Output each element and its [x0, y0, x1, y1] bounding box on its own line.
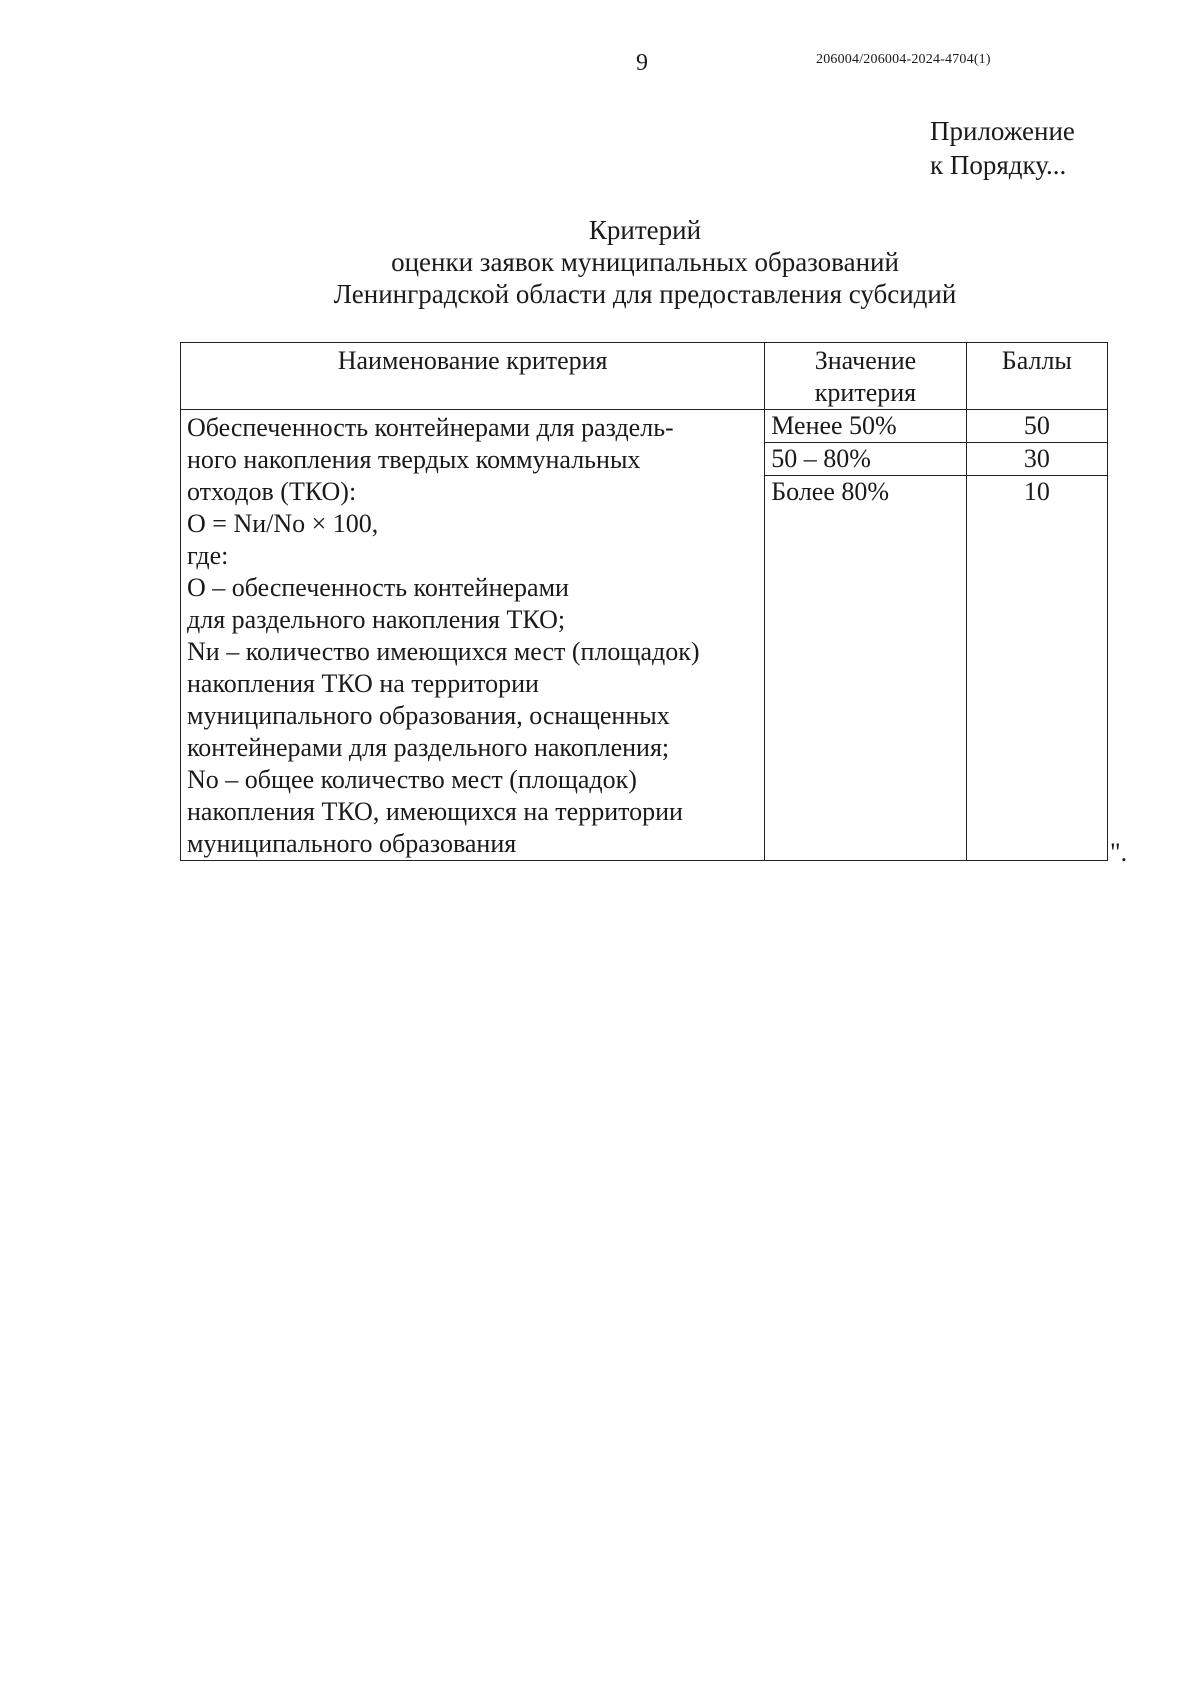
criterion-line: отходов (ТКО): — [187, 477, 357, 506]
criterion-line: накопления ТКО, имеющихся на территории — [187, 797, 683, 826]
document-id: 206004/206004-2024-4704(1) — [816, 52, 991, 67]
criterion-formula: О = Nи/No × 100, — [187, 509, 379, 538]
criterion-line: No – общее количество мест (площадок) — [187, 765, 637, 794]
criterion-line: О – обеспеченность контейнерами — [187, 573, 569, 602]
appendix-line-2: к Порядку... — [930, 150, 1067, 180]
points-cell: 10 — [966, 476, 1107, 861]
criterion-line: Nи – количество имеющихся мест (площадок) — [187, 637, 700, 666]
table-row — [181, 410, 1108, 443]
points-cell: 30 — [966, 443, 1107, 476]
appendix-line-1: Приложение — [930, 116, 1075, 146]
table-header-row — [181, 343, 1108, 410]
header-criterion-name: Наименование критерия — [181, 343, 765, 410]
criterion-value-cell: Менее 50% — [765, 410, 966, 443]
criteria-table — [180, 342, 1108, 861]
criterion-value-cell: 50 – 80% — [765, 443, 966, 476]
criterion-line: контейнерами для раздельного накопления; — [187, 733, 670, 762]
header-criterion-value: Значение критерия — [765, 343, 966, 410]
closing-quote-mark: ". — [1110, 838, 1128, 867]
criterion-line: где: — [187, 541, 229, 570]
criterion-description — [181, 410, 765, 861]
document-title — [180, 214, 1110, 310]
criterion-line: накопления ТКО на территории — [187, 669, 539, 698]
criterion-line: Обеспеченность контейнерами для раздель- — [187, 413, 674, 442]
criterion-line: муниципального образования — [187, 829, 517, 858]
criterion-value-cell: Более 80% — [765, 476, 966, 861]
title-line-2: оценки заявок муниципальных образований — [391, 247, 899, 277]
page-number: 9 — [636, 50, 648, 76]
title-line-3: Ленинградской области для предоставления субсидий — [333, 279, 957, 309]
criterion-line: для раздельного накопления ТКО; — [187, 605, 566, 634]
criterion-line: ного накопления твердых коммунальных — [187, 445, 641, 474]
appendix-note — [930, 114, 1075, 182]
header-points: Баллы — [966, 343, 1107, 410]
criterion-line: муниципального образования, оснащенных — [187, 701, 670, 730]
title-line-1: Критерий — [588, 215, 702, 245]
points-cell: 50 — [966, 410, 1107, 443]
